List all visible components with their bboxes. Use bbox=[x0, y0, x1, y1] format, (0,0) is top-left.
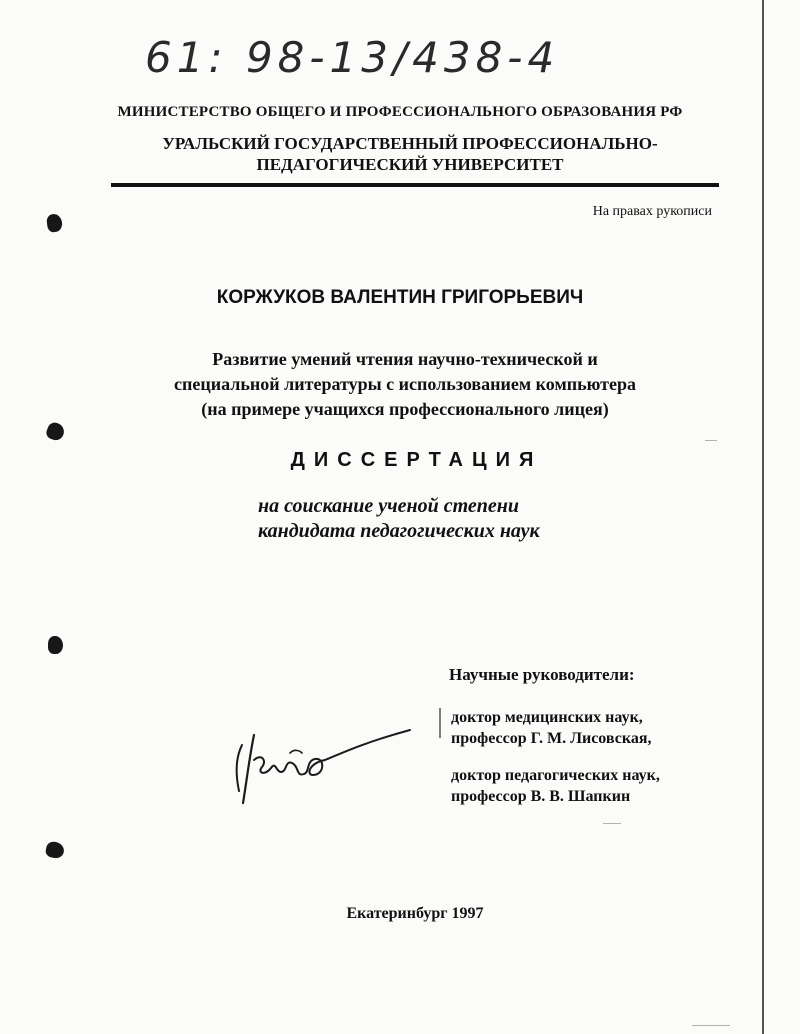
advisor-bracket-mark bbox=[439, 708, 441, 738]
dissertation-title bbox=[100, 347, 710, 422]
scan-speck bbox=[603, 823, 621, 824]
document-type: ДИССЕРТАЦИЯ bbox=[290, 449, 543, 471]
university-line-1: УРАЛЬСКИЙ ГОСУДАРСТВЕННЫЙ ПРОФЕССИОНАЛЬНО- bbox=[162, 134, 658, 153]
university-heading bbox=[130, 133, 690, 175]
advisor-entry bbox=[451, 765, 660, 807]
binding-hole-mark-icon bbox=[45, 421, 67, 443]
degree-line-2: кандидата педагогических наук bbox=[258, 520, 540, 542]
title-line-3: (на примере учащихся профессионального лицея) bbox=[201, 399, 609, 419]
header-rule bbox=[111, 183, 719, 187]
city-and-year: Екатеринбург 1997 bbox=[346, 905, 484, 922]
manuscript-rights-note: На правах рукописи bbox=[592, 204, 712, 219]
title-line-1: Развитие умений чтения научно-технической и bbox=[212, 349, 598, 369]
advisor-degree: доктор педагогических наук, bbox=[451, 767, 660, 784]
author-name: КОРЖУКОВ ВАЛЕНТИН ГРИГОРЬЕВИЧ bbox=[216, 287, 584, 308]
advisor-name: профессор В. В. Шапкин bbox=[451, 788, 631, 805]
scan-speck bbox=[705, 440, 717, 441]
advisor-degree: доктор медицинских наук, bbox=[451, 709, 643, 726]
binding-hole-mark-icon bbox=[45, 840, 66, 859]
scan-speck bbox=[692, 1025, 730, 1026]
advisor-name: профессор Г. М. Лисовская, bbox=[451, 730, 652, 747]
signature-mark-icon bbox=[224, 717, 414, 809]
degree-purpose bbox=[258, 494, 658, 544]
handwritten-archive-code: 61: 98-13/438-4 bbox=[145, 33, 560, 82]
university-line-2: ПЕДАГОГИЧЕСКИЙ УНИВЕРСИТЕТ bbox=[256, 155, 564, 174]
degree-line-1: на соискание ученой степени bbox=[258, 495, 519, 517]
binding-hole-mark-icon bbox=[48, 636, 63, 654]
title-line-2: специальной литературы с использованием компьютера bbox=[174, 374, 636, 394]
advisor-entry bbox=[451, 707, 651, 749]
scanned-page-edge bbox=[762, 0, 764, 1034]
advisors-heading: Научные руководители: bbox=[449, 665, 635, 684]
ministry-heading: МИНИСТЕРСТВО ОБЩЕГО И ПРОФЕССИОНАЛЬНОГО ОБРАЗОВАНИЯ РФ bbox=[117, 104, 683, 120]
